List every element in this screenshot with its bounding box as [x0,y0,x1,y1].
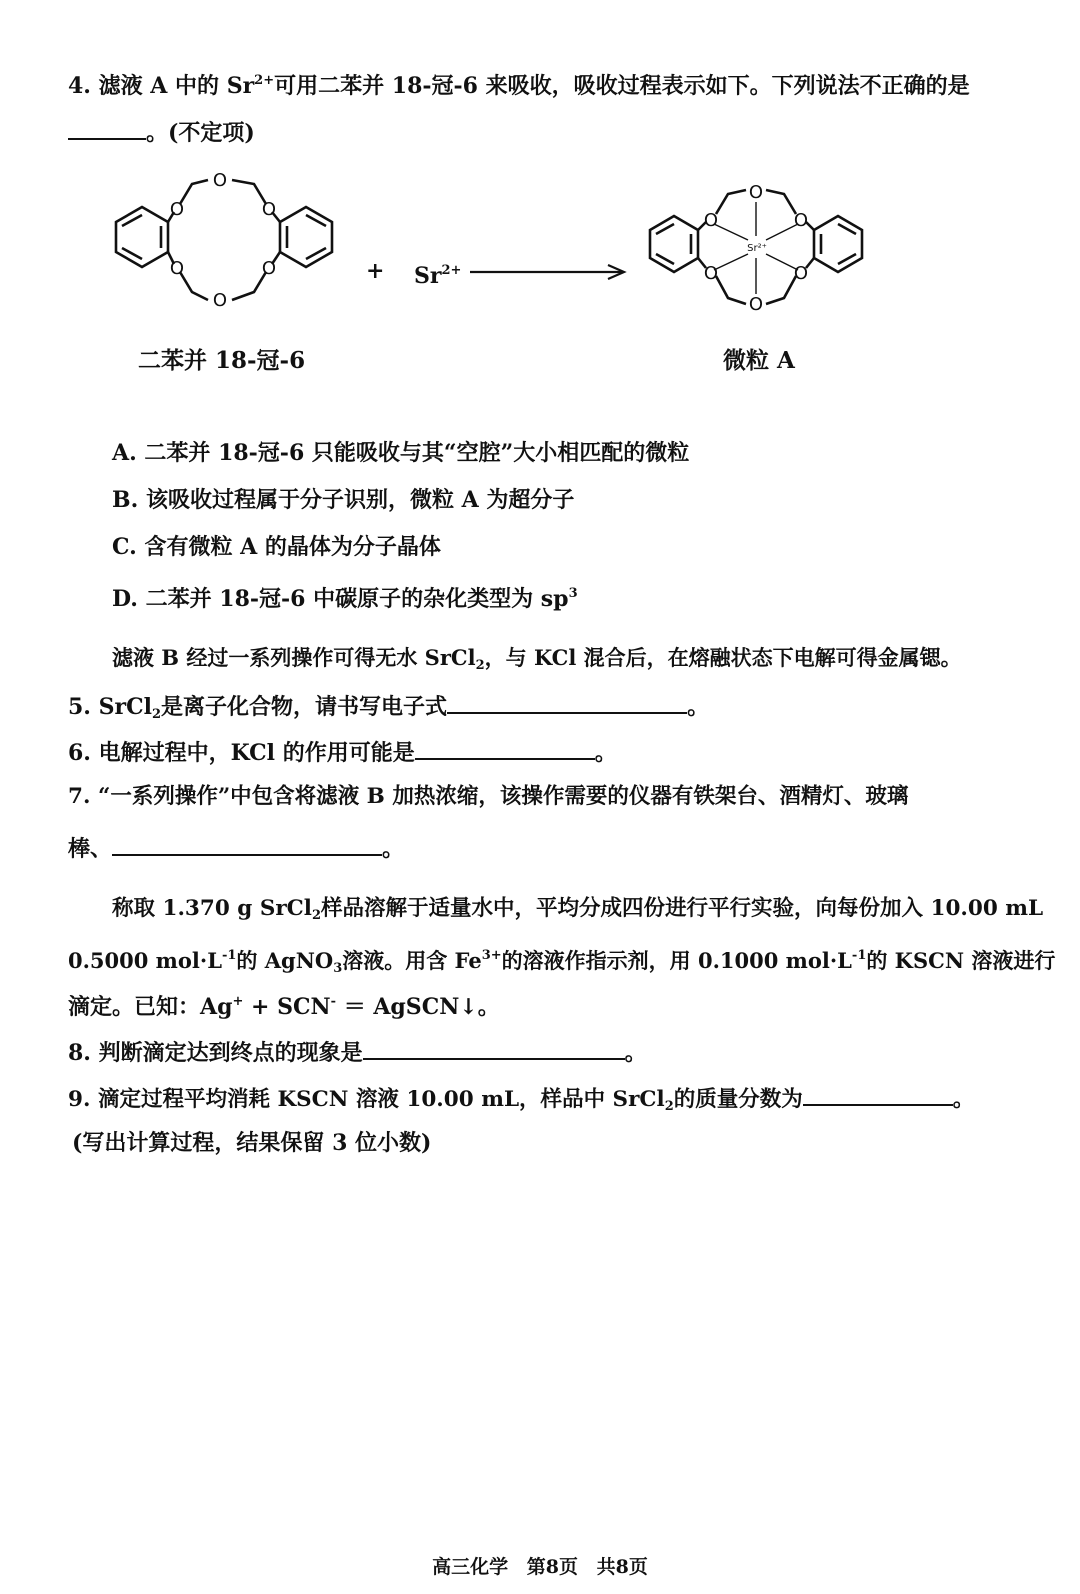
q8 [68,1036,647,1068]
q5-number: 5. [68,694,91,720]
oxygen-label: O [212,170,228,191]
q7-answer-blank[interactable] [112,832,382,856]
passage2-l2-c: 溶液。用含 Fe [342,948,482,973]
oxygen-label: O [748,182,764,203]
passage2-l1-sub: 2 [311,908,321,923]
q8-end: 。 [624,1040,647,1066]
passage1-text-a: 滤液 B 经过一系列操作可得无水 SrCl [112,645,476,670]
footer-total: 共8页 [596,1556,648,1578]
q4-stem-end: 。(不定项) [146,120,255,146]
oxygen-label: O [793,210,809,231]
footer-page: 第8页 [526,1556,578,1578]
plus-sign: + [366,258,385,284]
oxygen-label: O [169,258,185,279]
option-letter: C. [112,534,137,560]
q7-line2-text: 棒、 [68,836,113,862]
reactant-caption: 二苯并 18-冠-6 [138,347,306,374]
passage2-l3-a: 滴定。已知：Ag [68,994,233,1020]
passage2-l3-sup1: + [232,994,244,1009]
q5-sub: 2 [152,707,162,722]
oxygen-label: O [748,294,764,315]
q6-number: 6. [68,740,91,766]
q7-number: 7. [68,784,91,809]
q5-text-b: 是离子化合物，请书写电子式 [161,694,448,720]
q4-option-b[interactable] [112,485,574,515]
passage2-l2-d: 的溶液作指示剂，用 0.1000 mol·L [501,948,852,973]
oxygen-label: O [169,199,185,220]
oxygen-label: O [261,199,277,220]
passage2-l2-e: 的 KSCN 溶液进行 [866,948,1056,973]
passage2-l2-sup2: 3+ [481,948,502,963]
option-letter: D. [112,586,138,612]
option-text: 含有微粒 A 的晶体为分子晶体 [144,534,441,560]
passage2-l2-sub: 3 [333,961,343,976]
q6-end: 。 [594,740,617,766]
option-text: 二苯并 18-冠-6 只能吸收与其“空腔”大小相匹配的微粒 [144,440,690,466]
option-d-superscript: 3 [568,586,578,601]
dibenzo-18-crown-6-structure [104,170,344,340]
oxygen-label: O [212,290,228,311]
strontium-ion [414,256,461,291]
option-text: 二苯并 18-冠-6 中碳原子的杂化类型为 sp [145,586,569,612]
q6 [68,736,617,768]
passage-titration-line1 [112,894,1043,931]
oxygen-label: O [793,263,809,284]
q9-text-a: 滴定过程平均消耗 KSCN 溶液 10.00 mL，样品中 SrCl [97,1087,665,1112]
q5 [68,690,709,730]
q8-answer-blank[interactable] [363,1036,625,1060]
passage2-l3-b: + SCN [243,994,331,1020]
oxygen-label: O [703,263,719,284]
passage2-l1-a: 称取 1.370 g SrCl [112,896,312,921]
q6-answer-blank[interactable] [415,736,595,760]
passage2-l1-b: 样品溶解于适量水中，平均分成四份进行平行实验，向每份加入 10.00 mL [321,896,1044,921]
option-letter: B. [112,487,139,513]
q5-end: 。 [687,694,710,720]
passage2-l2-sup3: -1 [851,948,867,963]
particle-a-structure [644,178,884,343]
q4-number: 4. [68,73,91,99]
q9 [68,1082,974,1122]
passage2-l2-a: 0.5000 mol·L [68,948,222,973]
passage1-sub: 2 [475,658,485,673]
reaction-arrow [470,262,635,282]
passage2-l2-sup1: -1 [221,948,237,963]
q6-text: 电解过程中，KCl 的作用可能是 [98,740,415,766]
q8-text: 判断滴定达到终点的现象是 [98,1040,363,1066]
q4-answer-blank[interactable] [68,116,146,140]
passage-titration-line2 [68,941,1055,984]
passage2-l3-sup2: - [330,994,337,1009]
q4-stem-line2 [68,116,255,148]
option-letter: A. [112,440,137,466]
q4-option-d[interactable] [112,579,578,614]
passage2-l3-c: ＝ AgSCN↓。 [336,994,500,1020]
q9-text-b: 的质量分数为 [673,1087,803,1112]
q9-number: 9. [68,1087,91,1112]
passage-filtrate-b [112,643,962,681]
passage1-text-b: ，与 KCl 混合后，在熔融状态下电解可得金属锶。 [484,645,962,670]
q4-stem-line1 [68,66,970,101]
q7-line2 [68,832,404,864]
q4-stem-sup: 2+ [254,73,275,88]
passage2-l2-b: 的 AgNO [236,948,334,973]
q4-option-c[interactable] [112,532,441,562]
strontium-center-label: Sr²⁺ [747,243,767,254]
footer-subject: 高三化学 [432,1556,509,1578]
q7-line1 [68,782,908,812]
q9-end: 。 [952,1087,975,1112]
option-text: 该吸收过程属于分子识别，微粒 A 为超分子 [145,487,575,513]
q7-line1-text: “一系列操作”中包含将滤液 B 加热浓缩，该操作需要的仪器有铁架台、酒精灯、玻璃 [97,784,909,809]
q5-answer-blank[interactable] [447,690,687,714]
page-footer [0,1552,1080,1579]
q9-answer-blank[interactable] [803,1082,953,1106]
q9-sub: 2 [664,1099,674,1114]
oxygen-label: O [703,210,719,231]
q4-option-a[interactable] [112,438,689,468]
q8-number: 8. [68,1040,91,1066]
q4-stem-a: 滤液 A 中的 Sr [98,73,255,99]
ion-charge: 2+ [441,263,462,278]
q4-stem-b: 可用二苯并 18-冠-6 来吸收，吸收过程表示如下。下列说法不正确的是 [274,73,970,99]
passage-titration-line3 [68,987,500,1022]
product-caption: 微粒 A [723,347,795,374]
q7-end: 。 [382,836,405,862]
q5-text-a: SrCl [98,694,152,720]
q9-note: (写出计算过程，结果保留 3 位小数) [72,1130,432,1156]
ion-symbol: Sr [414,263,442,289]
oxygen-label: O [261,258,277,279]
